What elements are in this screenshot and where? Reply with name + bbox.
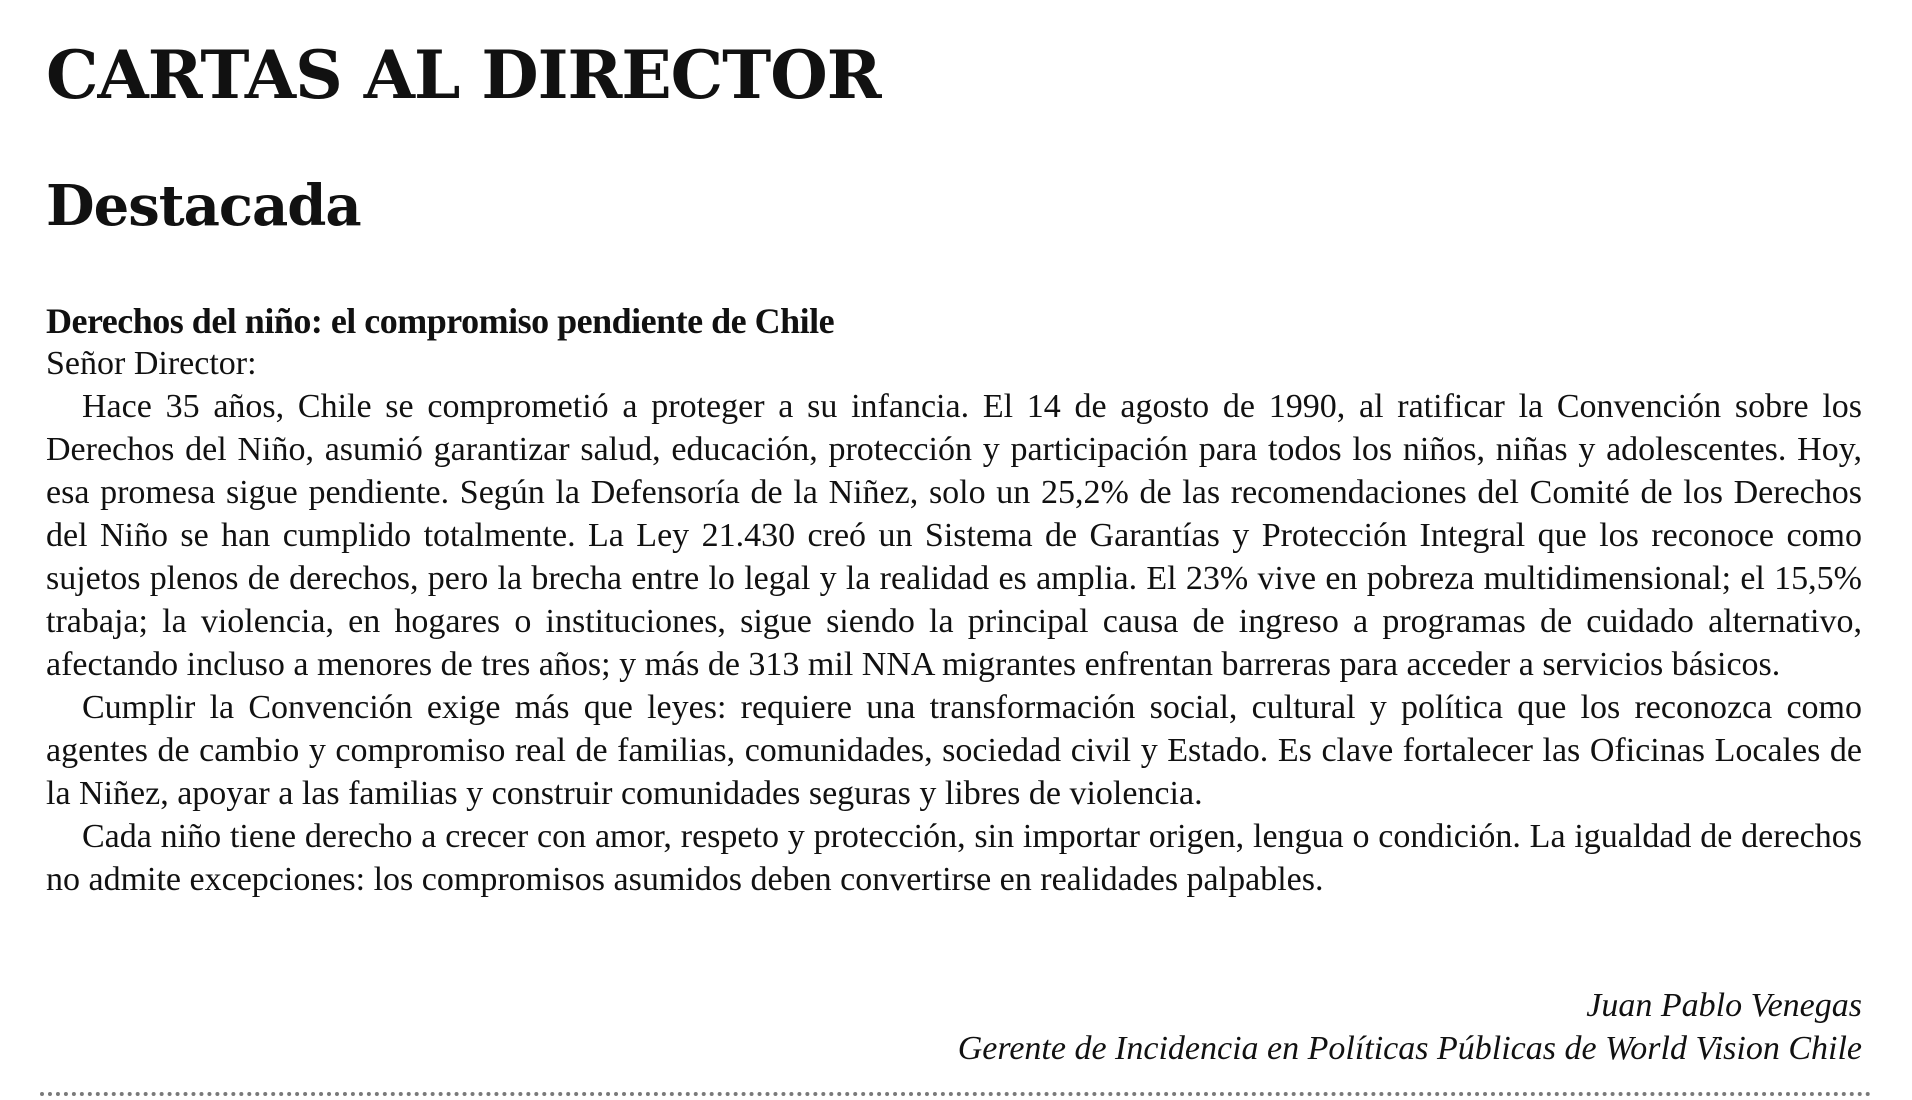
subsection-title: Destacada xyxy=(46,173,361,239)
letter-paragraph-1: Hace 35 años, Chile se comprometió a proteger a su infancia. El 14 de agosto de 1990, al ratificar la Convención sobre los Derechos del Niño, asumió garantizar salud, educación, protección y participación para todos los niños, niñas y adolescentes. Hoy, esa promesa sigue pendiente. Según la Defensoría de la Niñez, solo un 25,2% de las recomendaciones del Comité de los Derechos del Niño se han cumplido totalmente. La Ley 21.430 creó un Sistema de Garantías y Protección Integral que los reconoce como sujetos plenos de derechos, pero la brecha entre lo legal y la realidad es amplia. El 23% vive en pobreza multidimensional; el 15,5% trabaja; la violencia, en hogares o instituciones, sigue siendo la principal causa de ingreso a programas de cuidado alternativo, afectando incluso a menores de tres años; y más de 313 mil NNA migrantes enfrentan barreras para acceder a servicios básicos. xyxy=(46,388,1862,683)
featured-letter xyxy=(46,300,1862,901)
section-title: CARTAS AL DIRECTOR xyxy=(46,36,881,114)
letter-signature xyxy=(958,984,1862,1070)
letter-title: Derechos del niño: el compromiso pendiente de Chile xyxy=(46,301,835,341)
letter-salutation: Señor Director: xyxy=(46,345,257,382)
letter-paragraph-3: Cada niño tiene derecho a crecer con amor, respeto y protección, sin importar origen, lengua o condición. La igualdad de derechos no admite excepciones: los compromisos asumidos deben convertirse en realidades palpables. xyxy=(46,818,1862,898)
signature-name: Juan Pablo Venegas xyxy=(1586,987,1862,1024)
signature-role: Gerente de Incidencia en Políticas Públicas de World Vision Chile xyxy=(957,1030,1862,1067)
bottom-divider xyxy=(40,1092,1872,1096)
letter-paragraph-2: Cumplir la Convención exige más que leyes: requiere una transformación social, cultural y política que los reconozca como agentes de cambio y compromiso real de familias, comunidades, sociedad civil y Estado. Es clave fortalecer las Oficinas Locales de la Niñez, apoyar a las familias y construir comunidades seguras y libres de violencia. xyxy=(46,689,1862,812)
